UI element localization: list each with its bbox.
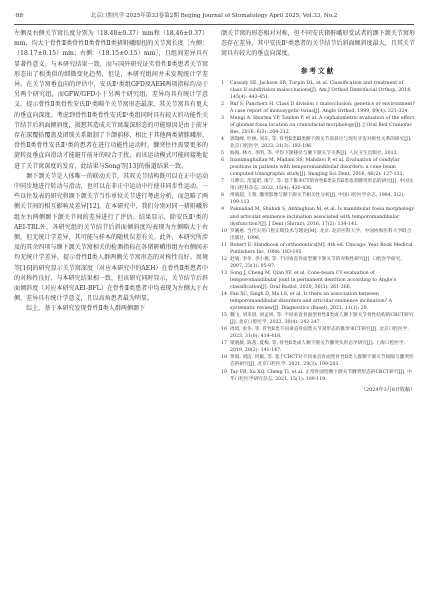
reference-text: Inanimughullan M, Madani SS, Mahdavi P, et al. Evaluation of condylar positions in patients with temporomandibular disorders: a cone-beam computed tomographic study[J]. Imaging Sci Dent, 2016, 46(2): 127-131.	[230, 158, 405, 178]
reference-text: 黄圆, 刘洁, 何颖, 等. 基于CBCT对不同垂直骨面型骨性Ⅱ类人群颞下颌关节间隙与髁突形态的研究[J]. 北京口腔医学, 2021, 29(3): 199-203.	[230, 355, 414, 368]
reference-item	[221, 136, 415, 150]
reference-item	[221, 206, 415, 227]
reference-item	[221, 150, 415, 157]
journal-running-title: 北京口腔医学 2025年第33卷第2期 Beijing Journal of Stomatology April 2025, Vol.33, No.2	[90, 13, 338, 19]
reference-number: 5	[221, 151, 224, 157]
reference-text: 赵娟, 李冬, 李小燕, 等. 不同垂直骨面型颞下颌关节的对称性研究[J]. 口腔医学研究, 2007, 23(1): 95-97.	[230, 256, 402, 269]
reference-item	[221, 178, 415, 192]
reference-item	[221, 354, 415, 368]
body-paragraph: 综上，基于本研究发现骨性Ⅱ类人群两侧颞下	[26, 305, 146, 313]
reference-number: 2	[221, 101, 224, 107]
reference-number: 1	[221, 80, 224, 86]
reference-number: 4	[221, 136, 224, 142]
reference-number: 9	[221, 207, 224, 213]
reference-item	[221, 369, 415, 383]
reference-number: 6	[221, 158, 224, 164]
reference-item	[221, 192, 415, 206]
reference-number: 11	[221, 242, 227, 248]
reference-text: 郭瑞峰, 叶林, 刘东, 等. 骨性Ⅱ类Ⅲ类颞下颌关节前斜位与现有牙齿对称性关系的研究[J]. 北京口腔医学, 2023, 31(3): 193-196.	[230, 136, 412, 150]
reference-item	[221, 101, 415, 115]
page-number: ·88·	[14, 13, 25, 19]
reference-text: 魏飞, 刘禾晨, 刘孟妍, 等. 不同垂直骨面型骨性Ⅱ类成人颞下颌关节骨性结构的CBCT研究[J]. 北京口腔医学, 2022, 30(4): 242-247.	[230, 313, 414, 326]
reference-text: 佟娟超, 王蓉. 髁突影像与颞下颌关节相关性分析[J]. 中国口腔医学杂志, 1984, 3(2): 109-113.	[230, 193, 405, 206]
reference-item	[221, 242, 415, 256]
reference-number: 10	[221, 228, 227, 234]
reference-number: 7	[221, 179, 224, 185]
reference-number: 18	[221, 355, 227, 361]
reference-number: 12	[221, 256, 227, 262]
reference-text: Ruf S, Pancherz H. Class II division 1 malocclusion: genetics or environment? A case report of monozygotic twins[J]. Angle Orthod, 1999, 69(4): 321-324.	[230, 101, 415, 114]
reference-number: 8	[221, 193, 224, 199]
reference-text: Mengi A, Sharma VP, Tandon P, et al. A cephalometric evaluation of the effect of gliomid fossa location on craniofacial morphology[J]. J Oral Biol Craniofac Res, 2016, 6(3): 204-212.	[230, 115, 415, 135]
body-paragraph: 左侧及右侧关节窝长度分别为（18.48±0.37）mm和（18.46±0.37）mm，均大于骨性Ⅱ类骨性Ⅱ类骨性Ⅱ类猪鼾峨眼扭的关节窝长度［左侧：（18.17±0.15）mm；右侧：（18.15±0.15）mm］，且组间差异具有显著性意义。与本研究结果一致，而与国外研究证实骨性Ⅱ类患者关节窝形态出了相类似的细微变化趋势，但是，本研究组间并未发现统计学差异。在关节窝垂直向的评估中，安氏Ⅱ¹类组GFD及AEH两项指标均高于另两个研究组，而GFW/GFD小于另两个研究组，差异均具有统计学意义，提示骨性Ⅱ类骨性安氏Ⅱ¹类畸个关节窝形态最深，其关节窝具有更大的垂直向深度。考虑到骨性Ⅱ类骨性安氏Ⅱ¹类组同时具有较大的功能性关节结节后斜面倾斜度，损想其造成关节窝凝深形态的可能原因是由于前牙存在深覆拾覆盖及闭锁关系限制了下颌前移，相比于其他两类猪豚峨形，骨性Ⅱ类骨性安氏Ⅱ¹类的患者在进行功能性运动时，髁突往往需要更多的旋转及垂直向滑动才能避开前牙的咬合干扰，而该运动模式可能间接地促进了关节窝深度的发育，此结果与Song等[13]的报道结果一致。	[14, 30, 208, 170]
reference-text: 马晔宗, 范曼珺, 康宁, 等. 基于锥束CT的骨性Ⅱ类安氏Ⅱ类患者髁突形态的研究[J]. 中国实用口腔科杂志, 2022, 15(4): 430-436.	[230, 179, 414, 192]
reference-item	[221, 256, 415, 270]
running-header	[14, 11, 414, 21]
reference-list	[221, 80, 415, 383]
reference-number: 16	[221, 327, 227, 333]
reference-text: Tay FR, Xu XQ, Cheng Ti, et al. 正常骨面型颞下颌关节髁突形态的CBCT研究[J]. 中华口腔医学研究杂志, 2021, 15(1): 109-119.	[230, 369, 412, 382]
reference-item	[221, 80, 415, 101]
reference-item	[221, 228, 415, 242]
reference-text: Robert E. Handbook of orthodontics[M]. 4th ed. Chicago: Year Book Medical Publishers Inc, 1988: 183-195.	[230, 242, 413, 255]
reference-text: Fan XC, Singh D, Ma LS, et al. Is there an association between temporomandibular disorders and articular eminence inclination? A systematic review[J]. Diagnostics (Basel), 2021, 11(1): 29.	[230, 292, 393, 312]
reference-number: 3	[221, 115, 224, 121]
reference-number: 19	[221, 369, 227, 375]
right-text-column	[221, 29, 415, 589]
reference-item	[221, 115, 415, 136]
body-paragraph: 颌关节窝的形态相对对称，但不同安氏猪鼾峨形受试者的颞下颌关节窝形态存在差异，其中安氏Ⅱ¹类患者的关节结节后斜面倾斜度最大，且其关节窝具有较大的垂直向深度。	[221, 30, 415, 58]
reference-text: Cassidy SE, Jackson SR, Turpin DL, et al. Classification and treatment of class II subdivision malocclusions[J]. Am J Orthod Dentofacial Orthop, 2014, 145(4): 443-451.	[230, 80, 412, 100]
reference-item	[221, 312, 415, 326]
reference-item	[221, 340, 415, 354]
reference-text: Song J, Cheng M, Qian YF, et al. Cone-beam CT evaluation of temporomandibular joint in permanent dentition according to Angle's classification[J]. Oral Radiol, 2020, 36(3): 261-266.	[230, 270, 396, 290]
reference-number: 17	[221, 341, 227, 347]
reference-item	[221, 291, 415, 312]
references-heading: 参考文献	[300, 66, 336, 75]
body-paragraph: 颞下颌关节是人体唯一的联动关节，其双关节结构既可以在正中运动中同步地进行转动与滑动，也可以在非正中运动中行使非同步性运动。一些以往发表的研究将颞下颌关节当作单位关节进行考虑分析，而忽略了两侧关节间的相互影响及差异[12]。在本研究中，我们分别对同一猪鼾峨形组左右两侧颞下颌关节间的差异进行了评估。结果显示，除安氏Ⅱ¹类的AEI-TRL外，各研究组的关节结节后斜面倾斜度均表现为左侧略大于右侧，但无统计学差异，其可能与样本的随机误差有关。此外，本研究所涉及的其余四项与颞下颌关节窝相关的检测指标在各猪鼾峨形组左右侧间亦均无统计学差异，提示骨性Ⅱ类人群两侧关节窝形态的对称性良好。周境等[16]的研究显示关节窝深度（对应本研究中的AEH）在骨性Ⅱ类患者中的对称性良好，与本研究结果相一致，但该研究同时显示，关节结节后斜面倾斜度（对应本研究AEI-BFL）在骨性Ⅱ类患者中均表现为左侧大于右侧，差异具有统计学意义，且以高角患者最为明显。	[14, 172, 208, 303]
reference-text: 梁晓敏, 陈茜, 夏梅, 等. 骨性Ⅱ类成人颞下颌关节髁突头形态学研究[J]. 上海口腔医学, 2019, 28(2): 141-147.	[230, 341, 406, 354]
reference-number: 13	[221, 270, 227, 276]
reference-number: 14	[221, 292, 227, 298]
reference-text: 杨海, 林力, 李明, 等. 平均下颌移位与颞下颌关节关系[J]. 人民卫生出版社, 2012.	[230, 151, 399, 157]
reference-text: Paknahad M, Shahidi S, Akhlaghian M, et al. Is mandibular fossa morphology and articular eminence inclination associated with temporomandibular dysfunction?[J]. J Dent (Shiraz), 2016, 17(2): 134-141.	[230, 207, 415, 227]
reference-item	[221, 326, 415, 340]
reference-text: 周境, 张冬, 等. 骨性Ⅱ类不同垂直骨面型关节窝形态的锥形束CT研究[J]. 北京口腔医学, 2023, 31(6): 414-418.	[230, 327, 409, 340]
reference-item	[221, 157, 415, 178]
reference-text: 罗湘惠. 当代实用口腔正畸技术与理论[M]. 北京: 北京医科大学、中国协和医科大学联合出版社, 1996.	[230, 228, 412, 241]
reference-item	[221, 270, 415, 291]
received-date-note: （2024年3月6日收稿）	[360, 386, 415, 393]
reference-number: 15	[221, 313, 227, 319]
left-text-column	[14, 29, 208, 584]
header-divider	[14, 24, 414, 25]
